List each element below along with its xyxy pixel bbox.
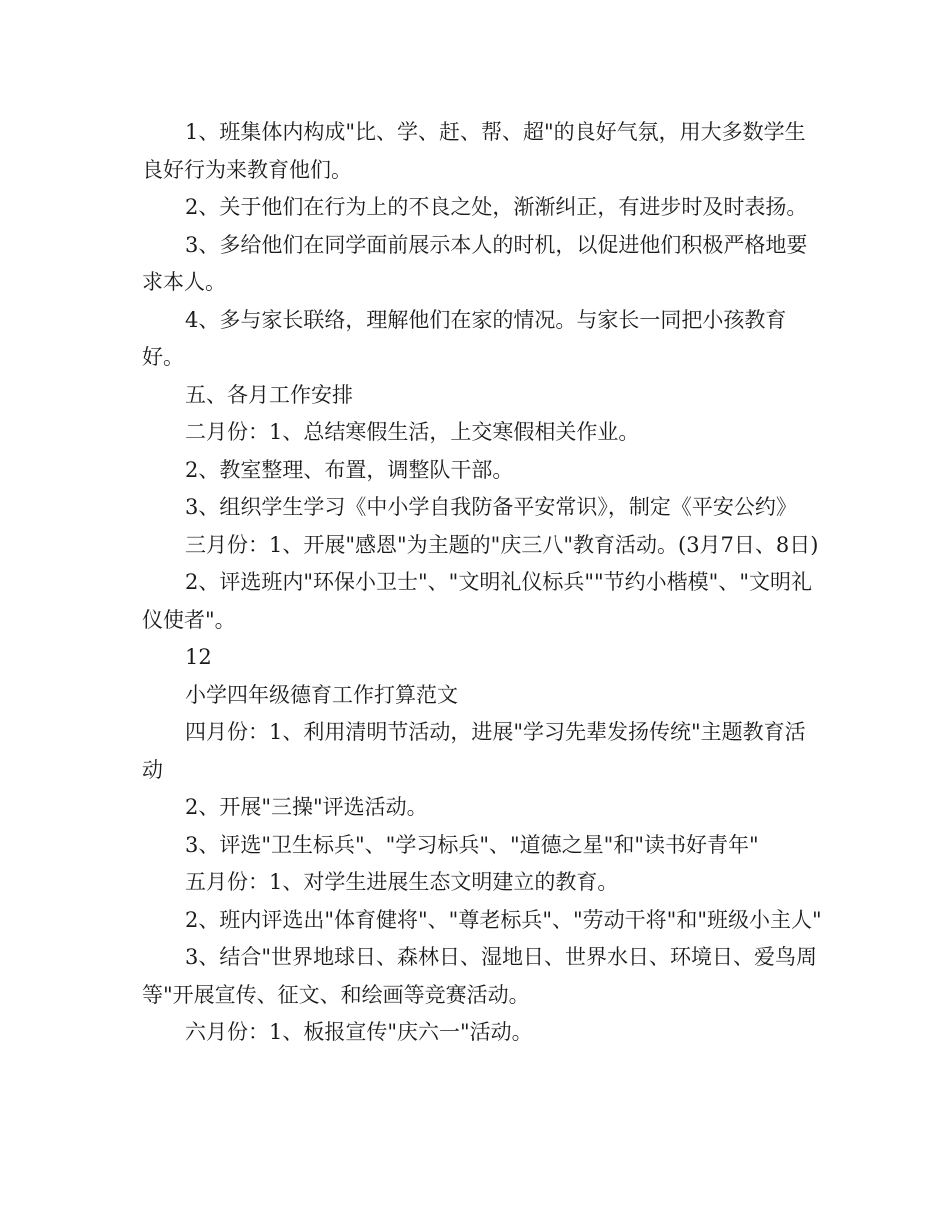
paragraph-february-1: 二月份：1、总结寒假生活，上交寒假相关作业。 (185, 420, 640, 444)
paragraph-may-2: 2、班内评选出"体育健将"、"尊老标兵"、"劳动干将"和"班级小主人" (185, 907, 822, 932)
section-heading-monthly-plan: 五、各月工作安排 (185, 382, 353, 407)
page-number: 12 (185, 645, 212, 669)
paragraph-february-3: 3、组织学生学习《中小学自我防备平安常识》，制定《平安公约》 (185, 495, 797, 519)
document-title-running-header: 小学四年级德育工作打算范文 (185, 682, 458, 707)
paragraph-may-3: 3、结合"世界地球日、森林日、湿地日、世界水日、环境日、爱鸟周等"开展宣传、征文、和绘画等竞赛活动。 (142, 945, 818, 1007)
paragraph-april-1: 四月份：1、利用清明节活动，进展"学习先辈发扬传统"主题教育活动 (142, 720, 806, 782)
paragraph-march-2: 2、评选班内"环保小卫士"、"文明礼仪标兵""节约小楷模"、"文明礼仪使者"。 (142, 570, 812, 632)
paragraph-april-3: 3、评选"卫生标兵"、"学习标兵"、"道德之星"和"读书好青年" (185, 832, 759, 857)
paragraph-measure-3: 3、多给他们在同学面前展示本人的时机，以促进他们积极严格地要求本人。 (142, 232, 808, 294)
paragraph-march-1: 三月份：1、开展"感恩"为主题的"庆三八"教育活动。(3月7日、8日) (185, 532, 819, 557)
paragraph-measure-1: 1、班集体内构成"比、学、赶、帮、超"的良好气氛，用大多数学生良好行为来教育他们。 (142, 120, 806, 182)
paragraph-may-1: 五月份：1、对学生进展生态文明建立的教育。 (185, 870, 619, 894)
paragraph-february-2: 2、教室整理、布置，调整队干部。 (185, 457, 514, 482)
paragraph-april-2: 2、开展"三操"评选活动。 (185, 795, 428, 819)
paragraph-measure-2: 2、关于他们在行为上的不良之处，渐渐纠正，有进步时及时表扬。 (185, 195, 808, 219)
document-body (142, 114, 822, 1052)
paragraph-measure-4: 4、多与家长联络，理解他们在家的情况。与家长一同把小孩教育好。 (142, 307, 787, 369)
paragraph-june-1: 六月份：1、板报宣传"庆六一"活动。 (185, 1020, 533, 1044)
